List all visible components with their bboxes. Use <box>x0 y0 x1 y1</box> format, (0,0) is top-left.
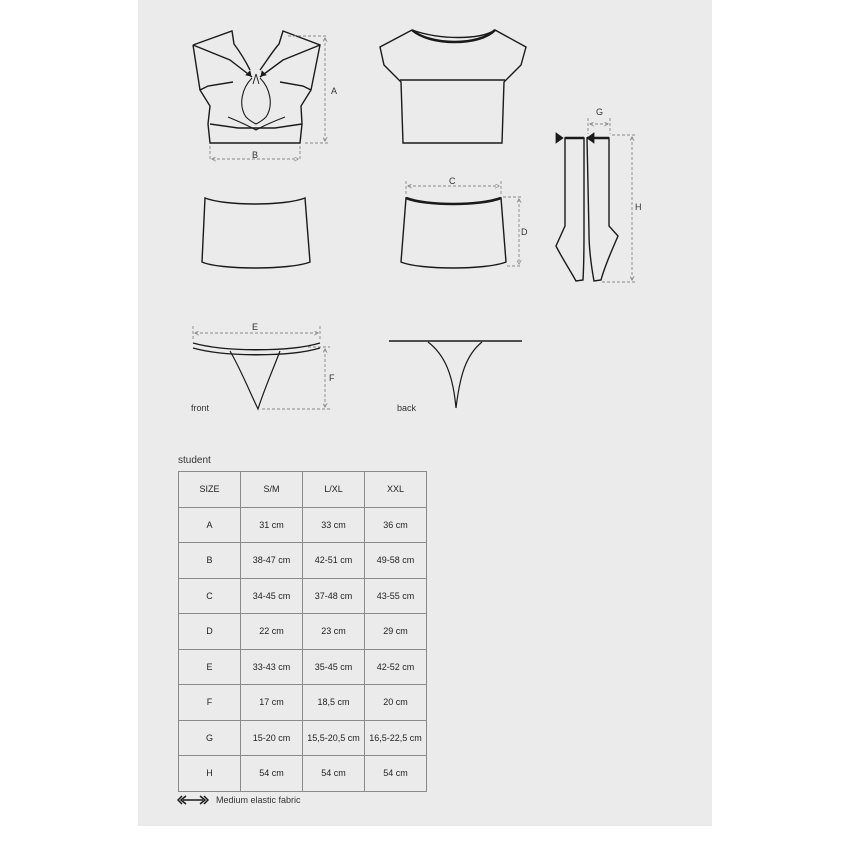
table-cell: 34-45 cm <box>241 578 303 614</box>
table-cell: 38-47 cm <box>241 543 303 579</box>
table-cell: 54 cm <box>241 756 303 792</box>
table-row <box>179 543 427 579</box>
top-back-drawing <box>380 30 526 143</box>
table-cell: 36 cm <box>365 507 427 543</box>
header-cell: SIZE <box>179 472 241 508</box>
table-row <box>179 614 427 650</box>
table-cell: G <box>179 720 241 756</box>
table-cell: E <box>179 649 241 685</box>
table-cell: 33-43 cm <box>241 649 303 685</box>
table-row <box>179 507 427 543</box>
dimension-g <box>588 118 610 134</box>
table-cell: 16,5-22,5 cm <box>365 720 427 756</box>
table-cell: 43-55 cm <box>365 578 427 614</box>
table-row <box>179 756 427 792</box>
skirt-front-drawing <box>202 198 310 268</box>
label-g: G <box>596 107 604 117</box>
label-h: H <box>635 202 642 212</box>
label-back: back <box>397 403 417 413</box>
header-cell: S/M <box>241 472 303 508</box>
table-cell: 42-51 cm <box>303 543 365 579</box>
table-cell: 54 cm <box>303 756 365 792</box>
size-table <box>178 471 427 792</box>
header-cell: L/XL <box>303 472 365 508</box>
elastic-fabric-arrows-icon <box>177 794 209 806</box>
table-cell: 15-20 cm <box>241 720 303 756</box>
thong-front-drawing <box>193 343 320 409</box>
table-cell: 37-48 cm <box>303 578 365 614</box>
label-f: F <box>329 373 335 383</box>
table-header-row <box>179 472 427 508</box>
dimension-h <box>602 135 636 282</box>
header-cell: XXL <box>365 472 427 508</box>
label-b: B <box>252 150 259 160</box>
table-cell: H <box>179 756 241 792</box>
thong-back-drawing <box>389 341 522 408</box>
table-cell: 49-58 cm <box>365 543 427 579</box>
table-row <box>179 649 427 685</box>
stockings-drawing <box>556 133 618 281</box>
table-cell: 35-45 cm <box>303 649 365 685</box>
table-cell: 31 cm <box>241 507 303 543</box>
dimension-a <box>288 36 328 143</box>
table-cell: 42-52 cm <box>365 649 427 685</box>
table-cell: 22 cm <box>241 614 303 650</box>
table-cell: 15,5-20,5 cm <box>303 720 365 756</box>
table-cell: F <box>179 685 241 721</box>
label-d: D <box>521 227 528 237</box>
top-front-drawing <box>193 31 320 143</box>
dimension-f <box>262 347 330 409</box>
table-cell: C <box>179 578 241 614</box>
table-cell: D <box>179 614 241 650</box>
table-cell: 23 cm <box>303 614 365 650</box>
skirt-back-drawing <box>401 198 506 268</box>
table-row <box>179 578 427 614</box>
legend-text: Medium elastic fabric <box>216 795 301 805</box>
table-cell: 29 cm <box>365 614 427 650</box>
table-cell: 20 cm <box>365 685 427 721</box>
label-a: A <box>331 86 338 96</box>
table-row <box>179 720 427 756</box>
table-row <box>179 685 427 721</box>
label-e: E <box>252 322 259 332</box>
label-c: C <box>449 176 456 186</box>
table-cell: 54 cm <box>365 756 427 792</box>
table-cell: 33 cm <box>303 507 365 543</box>
table-cell: 18,5 cm <box>303 685 365 721</box>
table-cell: 17 cm <box>241 685 303 721</box>
table-cell: A <box>179 507 241 543</box>
label-front: front <box>191 403 210 413</box>
table-cell: B <box>179 543 241 579</box>
table-title: student <box>178 455 211 466</box>
